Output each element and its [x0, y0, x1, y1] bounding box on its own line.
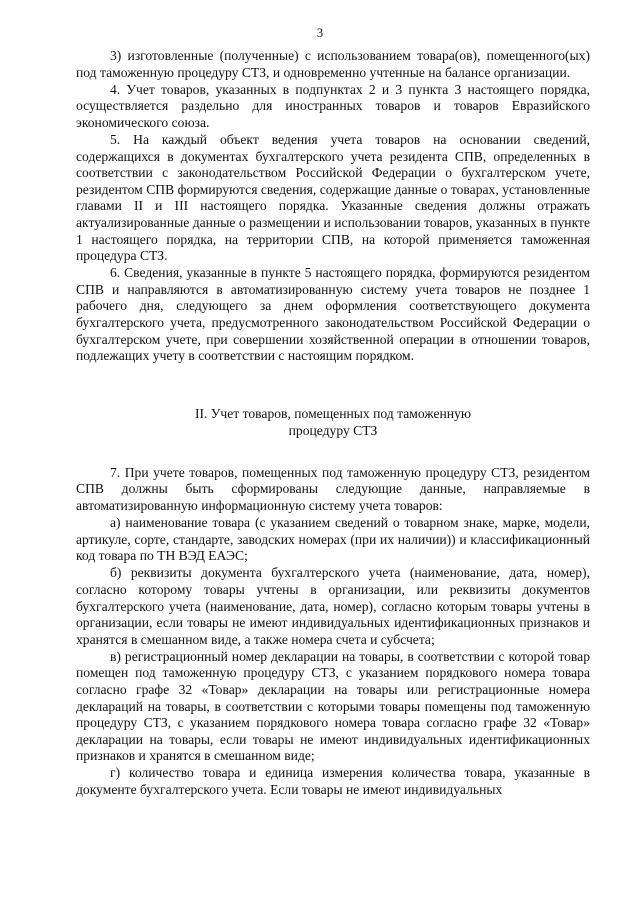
paragraph-7a: а) наименование товара (с указанием сведений о товарном знаке, марке, модели, артикуле, сорте, стандарте, заводских номерах (при их наличии)) и классификационный код товара по ТН ВЭД ЕАЭС;: [76, 515, 590, 564]
page-number: 3: [316, 26, 324, 40]
paragraph-6: 6. Сведения, указанные в пункте 5 настоящего порядка, формируются резидентом СПВ и направляются в автоматизированную систему учета товаров не позднее 1 рабочего дня, следующего за днем оформления соответствующего документа бухгалтерского учета, предусмотренного законодательством Российской Федерации о бухгалтерском учете, при совершении хозяйственной операции в отношении товаров, подлежащих учету в соответствии с настоящим порядком.: [76, 265, 590, 364]
paragraph-7b: б) реквизиты документа бухгалтерского учета (наименование, дата, номер), согласно которому товары учтены в организации, или реквизиты документов бухгалтерского учета (наименование, дата, номер), согласно которым товары учтены в организации, если товары не имеют индивидуальных идентификационных признаков и хранятся в смешанном виде, а также номера счета и субсчета;: [76, 565, 590, 647]
section-heading-line-1: II. Учет товаров, помещенных под таможенную: [194, 405, 472, 421]
paragraph-7v: в) регистрационный номер декларации на товары, в соответствии с которой товар помещен под таможенную процедуру СТЗ, с указанием порядкового номера товара согласно графе 32 «Товар» декларации на товары или регистрационные номера деклараций на товары, в соответствии с которыми товары помещены под таможенную процедуру СТЗ, с указанием порядкового номера товара согласно графе 32 «Товар» декларации на товары, если товары не имеют индивидуальных идентификационных признаков и хранятся в смешанном виде;: [76, 648, 590, 764]
paragraph-7: 7. При учете товаров, помещенных под таможенную процедуру СТЗ, резидентом СПВ должны быть сформированы следующие данные, направляемые в автоматизированную информационную систему учета товаров:: [76, 464, 590, 513]
section-heading: [76, 405, 590, 439]
paragraph-4: 4. Учет товаров, указанных в подпунктах 2 и 3 пункта 3 настоящего порядка, осуществляется раздельно для иностранных товаров и товаров Евразийского экономического союза.: [76, 81, 590, 130]
paragraph-subitem-3: 3) изготовленные (полученные) с использованием товара(ов), помещенного(ых) под таможенную процедуру СТЗ, и одновременно учтенные на балансе организации.: [76, 48, 590, 80]
section-heading-line-2: процедуру СТЗ: [288, 422, 378, 438]
paragraph-7g: г) количество товара и единица измерения количества товара, указанные в документе бухгалтерского учета. Если товары не имеют индивидуальных: [76, 765, 590, 798]
document-body: [76, 48, 590, 799]
paragraph-5: 5. На каждый объект ведения учета товаров на основании сведений, содержащихся в документах бухгалтерского учета резидента СПВ, определенных в соответствии с законодательством Российской Федерации о бухгалтерском учете, резидентом СПВ формируются сведения, содержащие данные о товарах, установленные главами II и III настоящего порядка. Указанные сведения должны отражать актуализированные данные о размещении и использовании товаров, указанных в пункте 1 настоящего порядка, на территории СПВ, на которой применяется таможенная процедура СТЗ.: [76, 131, 590, 264]
